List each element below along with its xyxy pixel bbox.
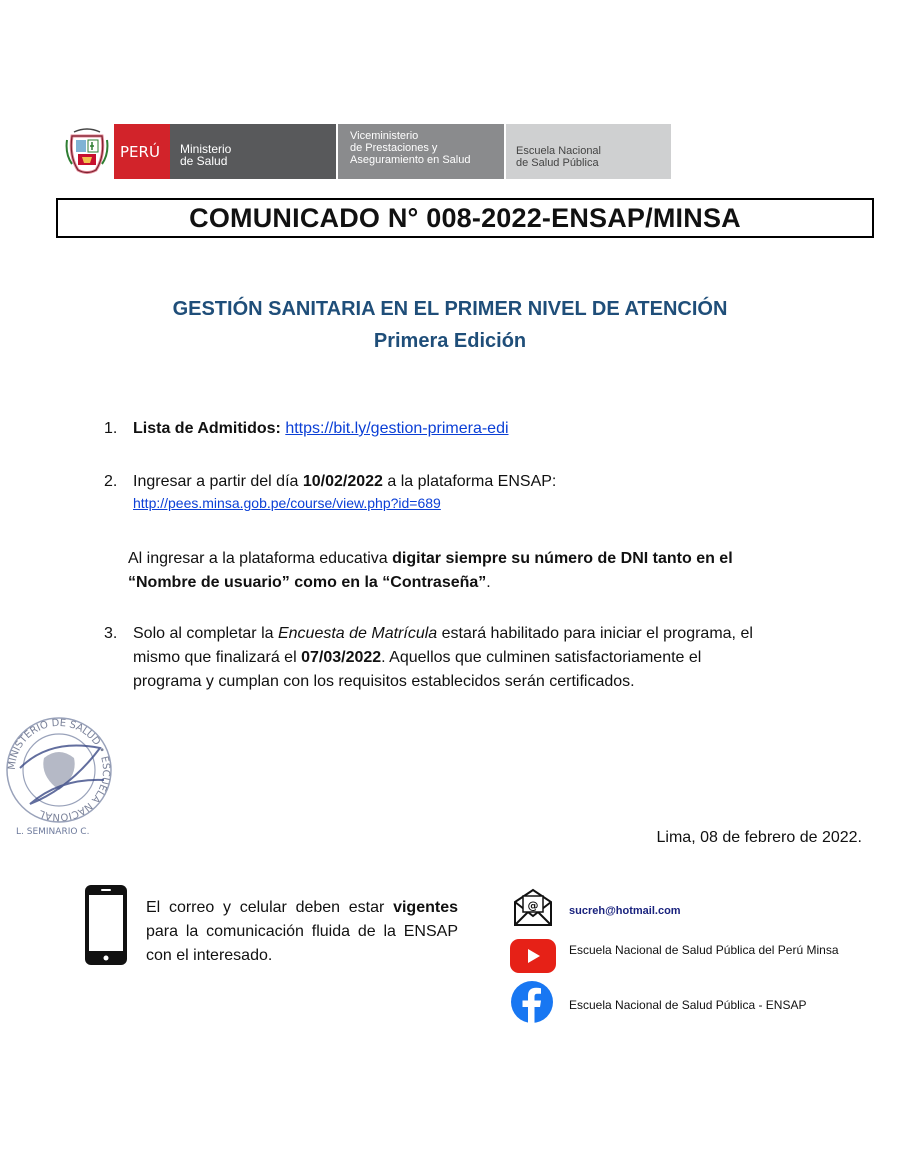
- course-title: GESTIÓN SANITARIA EN EL PRIMER NIVEL DE ATENCIÓN: [172, 298, 728, 320]
- svg-text:@: @: [527, 899, 539, 912]
- mobile-phone-icon: [84, 884, 128, 966]
- page-title: COMUNICADO N° 008-2022-ENSAP/MINSA: [189, 202, 741, 233]
- email-address[interactable]: sucreh@hotmail.com: [569, 905, 681, 917]
- title-box: [56, 198, 874, 238]
- item-text: [133, 417, 853, 441]
- login-note: [128, 547, 848, 595]
- escuela-label: Escuela Nacional de Salud Pública: [516, 145, 601, 169]
- note-bold-2: “Nombre de usuario” como en la “Contraseña”: [128, 574, 487, 591]
- coat-of-arms-icon: [64, 126, 110, 176]
- note-pre: Al ingresar a la plataforma educativa: [128, 550, 393, 567]
- item-3-b: estará habilitado para iniciar el programa, el: [437, 625, 753, 642]
- item-number: 2.: [104, 473, 118, 490]
- stamp-footer-text: L. SEMINARIO C.: [16, 827, 90, 837]
- item-3-e: programa y cumplan con los requisitos establecidos serán certificados.: [133, 673, 635, 690]
- viceministerio-label: Viceministerio de Prestaciones y Aseguramiento en Salud: [350, 130, 471, 166]
- youtube-icon: [510, 939, 556, 973]
- contact-note-post: para la comunicación fluida de la ENSAP con el interesado.: [146, 923, 458, 964]
- admitted-list-link[interactable]: https://bit.ly/gestion-primera-edi: [285, 420, 509, 437]
- course-edition: Primera Edición: [373, 330, 527, 352]
- youtube-channel[interactable]: Escuela Nacional de Salud Pública del Perú Minsa: [569, 943, 839, 957]
- official-stamp-icon: [0, 708, 118, 840]
- email-icon: [512, 886, 554, 928]
- item-number: 3.: [104, 625, 118, 642]
- survey-name: Encuesta de Matrícula: [277, 625, 438, 642]
- item-2-post: a la plataforma ENSAP:: [382, 473, 557, 490]
- date-place: Lima, 08 de febrero de 2022.: [656, 829, 862, 846]
- ministerio-label: Ministerio de Salud: [180, 142, 232, 168]
- start-date: 10/02/2022: [302, 473, 383, 490]
- item-number: 1.: [104, 420, 118, 437]
- facebook-page[interactable]: Escuela Nacional de Salud Pública - ENSAP: [569, 998, 807, 1012]
- note-post: .: [486, 574, 491, 591]
- item-3-a: Solo al completar la: [133, 625, 278, 642]
- contact-note-bold: vigentes: [393, 899, 458, 916]
- item-text: [133, 470, 853, 494]
- note-bold-1: digitar siempre su número de DNI tanto en el: [392, 550, 733, 567]
- item-text: [133, 622, 853, 694]
- admitted-label: Lista de Admitidos:: [133, 420, 281, 437]
- escuela-logo-box: [506, 124, 671, 179]
- platform-link[interactable]: http://pees.minsa.gob.pe/course/view.php?id=689: [133, 495, 441, 511]
- end-date: 07/03/2022: [301, 649, 382, 666]
- item-2-pre: Ingresar a partir del día: [133, 473, 303, 490]
- country-label: PERÚ: [120, 142, 160, 161]
- item-3-c: mismo que finalizará el: [133, 649, 302, 666]
- stamp-ring-text: MINISTERIO DE SALUD • ESCUELA NACIONAL: [6, 717, 112, 823]
- item-3-d: . Aquellos que culminen satisfactoriamente el: [381, 649, 702, 666]
- contact-note-pre: El correo y celular deben estar: [146, 899, 394, 916]
- ministerio-logo-box: [170, 124, 336, 179]
- contact-note: [146, 896, 458, 968]
- facebook-icon: [510, 980, 554, 1024]
- viceministerio-logo-box: [338, 124, 504, 179]
